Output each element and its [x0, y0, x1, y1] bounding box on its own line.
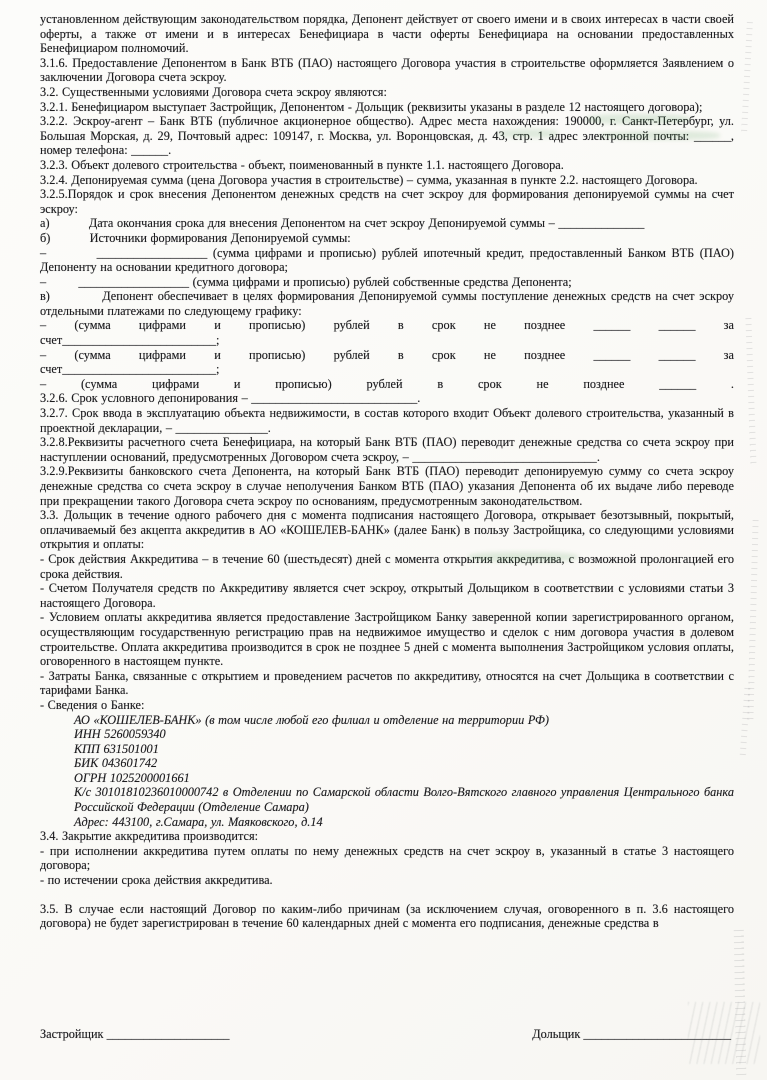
clause-3-3-term: - Срок действия Аккредитива – в течение 60 (шестьдесят) дней с момента открытия аккредитива, с возможной пролонгацией его срока действия. — [40, 551, 734, 581]
bank-kpp: КПП 631501001 — [74, 741, 159, 756]
clause-3-2-7: 3.2.7. Срок ввода в эксплуатацию объекта недвижимости, в состав которого входит Объект долевого строительства, указанный в проектной декларации, – _______________. — [40, 406, 734, 435]
clause-3-3: 3.3. Дольщик в течение одного рабочего дня с момента подписания настоящего Договора, открывает безотзывный, покрытый, оплачиваемый без акцепта аккредитив в АО «КОШЕЛЕВ-БАНК» (далее Банк) в пользу Застройщика, со следующими условиями открытия и оплаты: — [40, 508, 734, 552]
clause-3-2-6: 3.2.6. Срок условного депонирования – ___________________________. — [40, 391, 421, 406]
participant-label: Дольщик — [532, 1027, 581, 1041]
clause-continuation: установленном действующим законодательством порядка, Депонент действует от своего имени и в своих интересах в части своей оферты, а также от имени и в интересах Бенефициара в части оферты Бенефициара на основании предоставленных Бенефициаром полномочий. — [40, 12, 734, 56]
scan-artifact — [734, 930, 747, 1075]
signature-footer — [40, 1027, 731, 1042]
participant-signature — [532, 1027, 731, 1042]
scan-artifact — [741, 22, 753, 132]
clause-3-3-bank-info-label: - Сведения о Банке: — [40, 697, 145, 712]
schedule-row-2-account: счет_________________________; — [40, 362, 220, 377]
scan-artifact — [745, 318, 756, 468]
schedule-row-2: – (сумма цифрами и прописью) рублей в срок не позднее ______ ______ за — [40, 347, 734, 362]
participant-signature-line: ________________________ — [580, 1027, 731, 1041]
developer-signature-line: ____________________ — [103, 1027, 230, 1041]
clause-3-2-9: 3.2.9.Реквизиты банковского счета Депонента, на который Банк ВТБ (ПАО) переводит депонируемую сумму со счета эскроу денежные средства со счета эскроу в случае неполучения Банком ВТБ (ПАО) указания Депонента об их выдаче либо переводе при прекращении такого Договора счета эскроу по основаниям, предусмотренным законодательством. — [40, 464, 734, 508]
bank-corr-account: К/с 30101810236010000742 в Отделении по Самарской области Волго-Вятского главного управления Центрального банка Российской Федерации (Отделение Самара) — [74, 785, 734, 815]
bank-address: Адрес: 443100, г.Самара, ул. Маяковского, д.14 — [74, 814, 323, 829]
clause-3-2-4: 3.2.4. Депонируемая сумма (цена Договора участия в строительстве) – сумма, указанная в пункте 2.2. настоящего Договора. — [40, 172, 698, 187]
clause-3-2: 3.2. Существенными условиями Договора счета эскроу являются: — [40, 84, 387, 99]
source-credit: – __________________ (сумма цифрами и прописью) рублей ипотечный кредит, предоставленный Банком ВТБ (ПАО) Депоненту на основании кредитного договора; — [40, 245, 734, 275]
clause-3-3-bank-costs: - Затраты Банка, связанные с открытием и проведением расчетов по аккредитиву, относятся на счет Дольщика в соответствии с тарифами Банка. — [40, 668, 734, 698]
schedule-row-3: – (сумма цифрами и прописью) рублей в срок не позднее ______ . — [40, 376, 734, 391]
item-v: в) Депонент обеспечивает в целях формирования Депонируемой суммы поступление денежных средств на счет эскроу отдельными платежами по следующему графику: — [40, 289, 734, 318]
bank-bik: БИК 043601742 — [74, 756, 158, 771]
document-content — [40, 12, 734, 931]
clause-3-2-3: 3.2.3. Объект долевого строительства - объект, поименованный в пункте 1.1. настоящего Договора. — [40, 157, 564, 172]
developer-label: Застройщик — [40, 1027, 104, 1041]
scan-artifact — [740, 688, 751, 758]
clause-3-2-5: 3.2.5.Порядок и срок внесения Депонентом денежных средств на счет эскроу для формирования депонируемой суммы на счет эскроу: — [40, 187, 734, 216]
item-b: б) Источники формирования Депонируемой суммы: — [40, 230, 351, 245]
item-a: а) Дата окончания срока для внесения Депонентом на счет эскроу Депонируемой суммы – ______________ — [40, 216, 645, 231]
bank-name: АО «КОШЕЛЕВ-БАНК» (в том числе любой его филиал и отделение на территории РФ) — [74, 712, 549, 727]
schedule-row-1-account: счет_________________________; — [40, 333, 220, 348]
source-own-funds: – __________________ (сумма цифрами и прописью) рублей собственные средства Депонента; — [40, 274, 572, 289]
clause-3-5: 3.5. В случае если настоящий Договор по каким-либо причинам (за исключением случая, оговоренного в п. 3.6 настоящего договора) не будет зарегистрирован в течение 60 календарных дней с момента его подписания, денежные средства в — [40, 901, 734, 931]
clause-3-4-item-1: - при исполнении аккредитива путем оплаты по нему денежных средств на счет эскроу в, указанный в статье 3 настоящего договора; — [40, 843, 734, 873]
developer-signature — [40, 1027, 230, 1042]
clause-3-4: 3.4. Закрытие аккредитива производится: — [40, 829, 259, 844]
clause-3-1-6: 3.1.6. Предоставление Депонентом в Банк ВТБ (ПАО) настоящего Договора участия в строительстве оформляется Заявлением о заключении Договора счета эскроу. — [40, 55, 734, 85]
clause-3-2-1: 3.2.1. Бенефициаром выступает Застройщик, Депонентом - Дольщик (реквизиты указаны в разделе 12 настоящего договора); — [40, 99, 703, 114]
bank-ogrn: ОГРН 1025200001661 — [74, 770, 190, 785]
bank-inn: ИНН 5260059340 — [74, 727, 166, 742]
clause-3-2-2: 3.2.2. Эскроу-агент – Банк ВТБ (публичное акционерное общество). Адрес места нахождения: 190000, г. Санкт-Петербург, ул. Большая Морская, д. 29, Почтовый адрес: 109147, г. Москва, ул. Воронцовская, д. 43, стр. 1 адрес электронной почты: ______, номер телефона: ______. — [40, 114, 734, 158]
schedule-row-1: – (сумма цифрами и прописью) рублей в срок не позднее ______ ______ за — [40, 318, 734, 333]
clause-3-2-8: 3.2.8.Реквизиты расчетного счета Бенефициара, на который Банк ВТБ (ПАО) переводит денежные средства со счета эскроу при наступлении оснований, предусмотренных Договором счета эскроу, – ______________________________. — [40, 435, 734, 464]
clause-3-3-receiver: - Счетом Получателя средств по Аккредитиву является счет эскроу, открытый Дольщиком в соответствии с условиями статьи 3 настоящего Договора. — [40, 581, 734, 610]
clause-3-3-payment-condition: - Условием оплаты аккредитива является предоставление Застройщиком Банку заверенной копии зарегистрированного органом, осуществляющим государственную регистрацию прав на недвижимое имущество и сделок с ним договора участия в долевом строительстве. Оплата аккредитива производится в срок не позднее 5 дней с момента выполнения Застройщиком условия оплаты, оговоренного в настоящем пункте. — [40, 610, 734, 669]
scan-artifact — [747, 520, 758, 720]
clause-3-4-item-2: - по истечении срока действия аккредитива. — [40, 873, 273, 888]
